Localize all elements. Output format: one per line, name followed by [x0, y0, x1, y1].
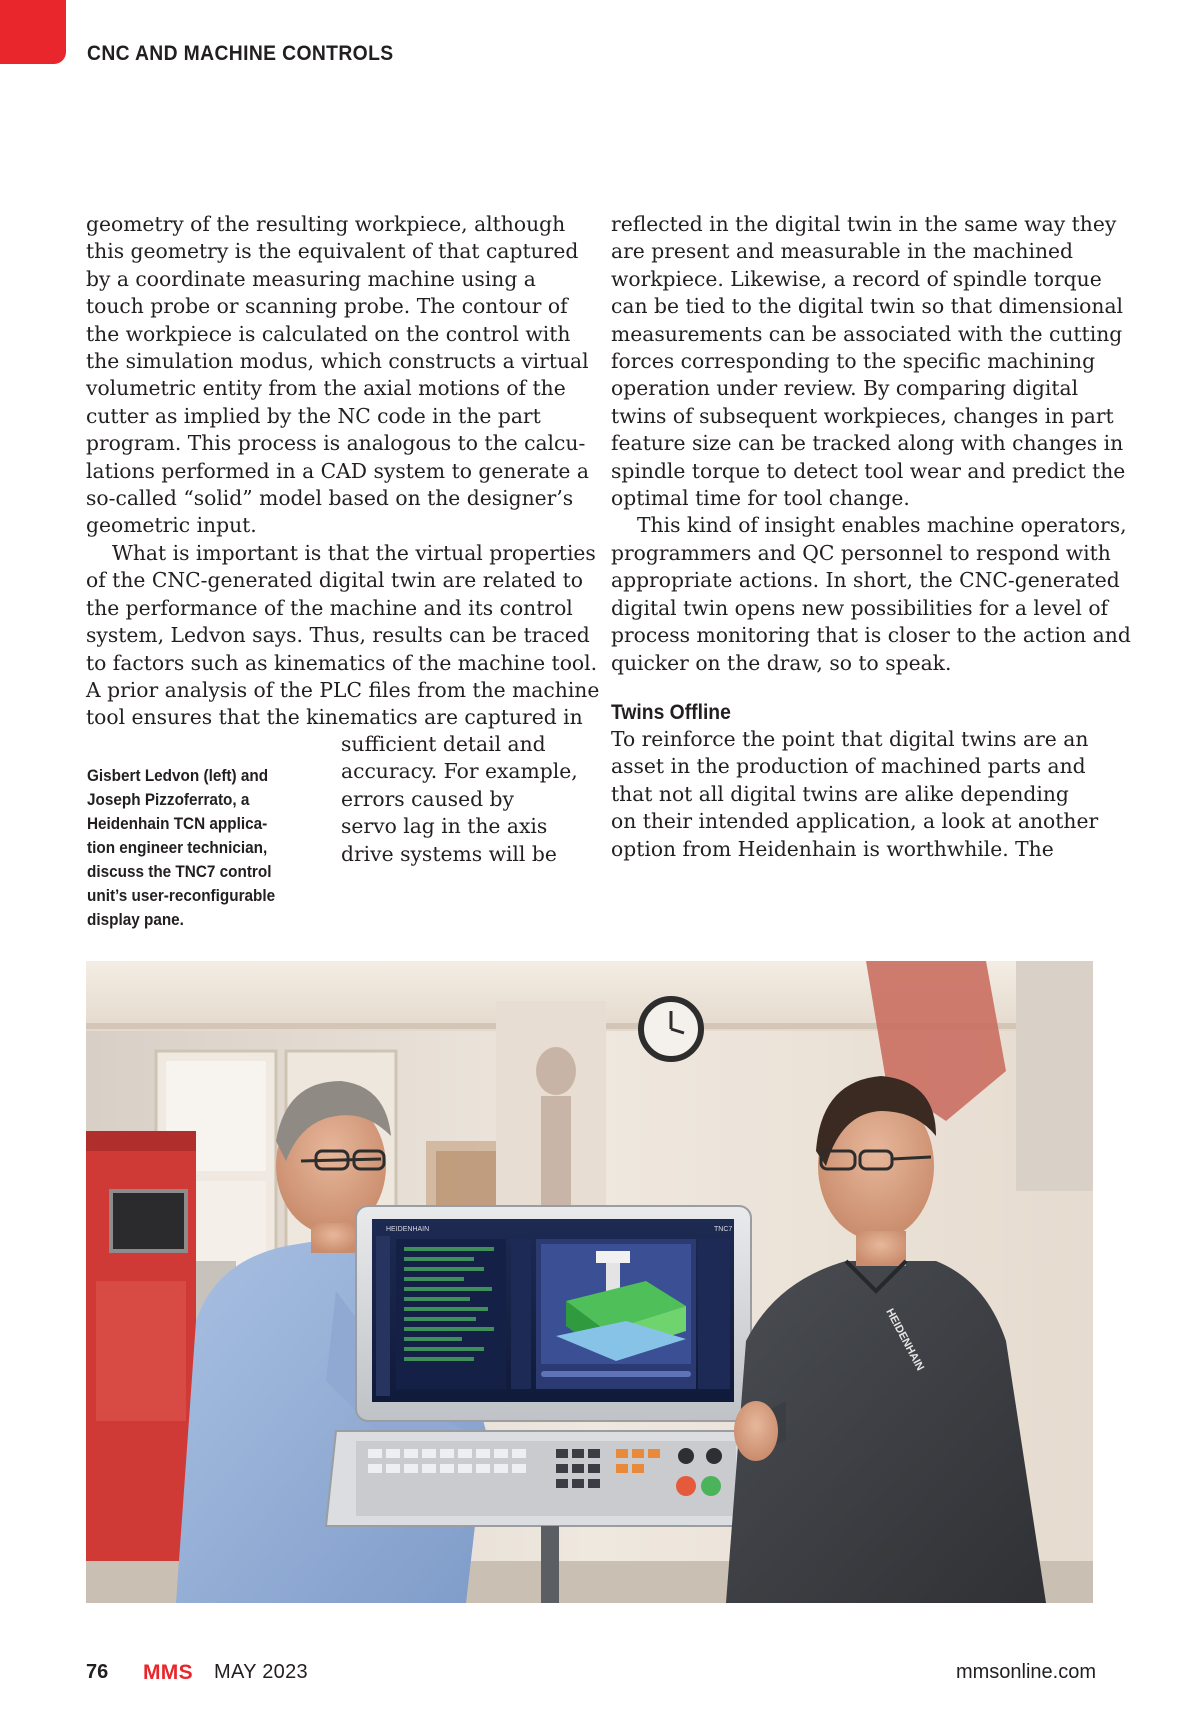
- text-line: geometric input.: [86, 513, 257, 538]
- text-line: To reinforce the point that digital twins are an: [611, 726, 1089, 751]
- text-line: that not all digital twins are alike depending: [611, 781, 1069, 806]
- text-line: process monitoring that is closer to the action and: [611, 623, 1131, 648]
- caption-line: tion engineer technician,: [87, 838, 268, 857]
- text-line: appropriate actions. In short, the CNC-generated: [611, 568, 1120, 593]
- page-number: 76: [86, 1661, 109, 1683]
- text-line: programmers and QC personnel to respond with: [611, 540, 1111, 565]
- text-line: workpiece. Likewise, a record of spindle torque: [611, 266, 1102, 291]
- issue-date: MAY 2023: [214, 1661, 308, 1683]
- text-line: are present and measurable in the machined: [611, 239, 1074, 264]
- text-line: program. This process is analogous to the calcu-: [86, 431, 586, 456]
- text-line: by a coordinate measuring machine using a: [86, 266, 536, 291]
- text-line: asset in the production of machined parts and: [611, 754, 1086, 779]
- control-model-label: TNC7: [714, 1226, 733, 1233]
- caption-line: Heidenhain TCN applica-: [87, 814, 268, 833]
- text-line: touch probe or scanning probe. The contour of: [86, 294, 568, 319]
- caption-line: Joseph Pizzoferrato, a: [87, 790, 250, 809]
- article-right-column: [611, 211, 1131, 863]
- text-line: quicker on the draw, so to speak.: [611, 650, 952, 675]
- text-line: geometry of the resulting workpiece, although: [86, 212, 566, 236]
- text-line: so-called “solid” model based on the designer’s: [86, 486, 574, 511]
- text-line: This kind of insight enables machine operators,: [637, 513, 1127, 538]
- text-line: A prior analysis of the PLC files from the machine: [86, 677, 600, 702]
- section-title: CNC AND MACHINE CONTROLS: [87, 42, 394, 65]
- body-paragraph: [611, 512, 1131, 676]
- body-paragraph: [611, 726, 1131, 863]
- text-line: sufficient detail and: [341, 732, 546, 756]
- text-line: the simulation modus, which constructs a virtual: [86, 349, 589, 374]
- body-paragraph: [86, 211, 589, 540]
- caption-line: Gisbert Ledvon (left) and: [87, 766, 269, 785]
- text-line: cutter as implied by the NC code in the part: [86, 403, 541, 428]
- text-line: the performance of the machine and its control: [86, 595, 573, 620]
- article-photo: [86, 961, 1093, 1603]
- article-middle-column: [341, 731, 581, 868]
- photo-caption: [87, 764, 303, 932]
- text-line: can be tied to the digital twin so that dimensional: [611, 294, 1124, 319]
- caption-line: discuss the TNC7 control: [87, 862, 272, 881]
- text-line: reflected in the digital twin in the same way they: [611, 212, 1117, 236]
- text-line: twins of subsequent workpieces, changes in part: [611, 403, 1114, 428]
- text-line: to factors such as kinematics of the machine tool.: [86, 650, 598, 675]
- text-line: system, Ledvon says. Thus, results can be traced: [86, 623, 590, 648]
- control-brand-label: HEIDENHAIN: [386, 1226, 430, 1233]
- website-link[interactable]: mmsonline.com: [955, 1661, 1096, 1683]
- text-line: forces corresponding to the specific machining: [611, 349, 1096, 374]
- text-line: spindle torque to detect tool wear and predict the: [611, 458, 1126, 483]
- shirt-logo: HEIDENHAIN: [883, 1306, 927, 1373]
- body-paragraph: [611, 211, 1131, 512]
- body-paragraph: [86, 540, 600, 732]
- text-line: volumetric entity from the axial motions of the: [86, 376, 566, 401]
- text-line: What is important is that the virtual properties: [112, 540, 596, 565]
- photo-illustration: [86, 961, 1093, 1603]
- text-line: of the CNC-generated digital twin are related to: [86, 568, 583, 593]
- text-line: optimal time for tool change.: [611, 486, 910, 511]
- text-line: option from Heidenhain is worthwhile. The: [611, 836, 1054, 861]
- text-line: this geometry is the equivalent of that captured: [86, 239, 579, 264]
- caption-line: unit’s user-reconfigurable: [87, 886, 276, 905]
- text-line: on their intended application, a look at another: [611, 809, 1099, 834]
- section-color-tab: [0, 0, 66, 64]
- publication-name: MMS: [143, 1661, 193, 1684]
- article-left-column: [86, 211, 600, 732]
- text-line: drive systems will be: [341, 841, 557, 866]
- subheading: Twins Offline: [611, 700, 731, 724]
- text-line: accuracy. For example,: [341, 759, 578, 784]
- text-line: operation under review. By comparing digital: [611, 376, 1079, 401]
- text-line: errors caused by: [341, 786, 514, 811]
- text-line: measurements can be associated with the cutting: [611, 321, 1123, 346]
- text-line: digital twin opens new possibilities for a level of: [611, 595, 1109, 620]
- text-line: lations performed in a CAD system to generate a: [86, 458, 589, 483]
- text-line: tool ensures that the kinematics are captured in: [86, 705, 583, 730]
- caption-line: display pane.: [87, 910, 184, 929]
- text-line: servo lag in the axis: [341, 814, 548, 839]
- text-line: feature size can be tracked along with changes in: [611, 431, 1124, 456]
- text-line: the workpiece is calculated on the control with: [86, 321, 571, 346]
